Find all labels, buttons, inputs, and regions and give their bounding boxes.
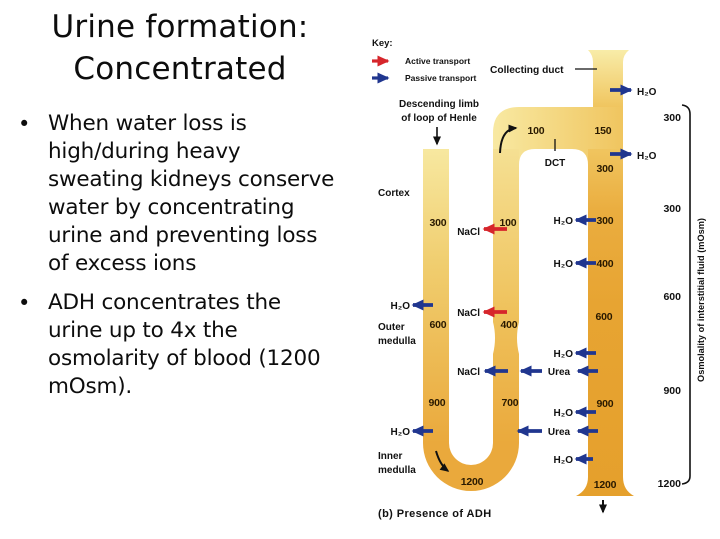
value-ascending-700: 700 (501, 397, 519, 409)
osmolality-axis-bracket (682, 105, 690, 484)
outer-medulla-label-2: medulla (378, 336, 416, 347)
axis-tick-1200: 1200 (657, 478, 681, 490)
bullet2-line: mOsm). (48, 374, 133, 399)
bullet-item-1 (14, 110, 360, 278)
value-duct-400: 400 (596, 258, 614, 270)
nephron-diagram (360, 0, 720, 539)
value-duct-1200: 1200 (593, 479, 617, 491)
descending-limb-label-1: Descending limb (398, 99, 480, 110)
bullet1-line: • When water loss is (48, 111, 247, 136)
bullet-item-2 (14, 289, 360, 401)
bullet-list (14, 110, 360, 401)
h2o-label: H₂O (390, 301, 410, 312)
passive-transport-label: Passive transport (405, 73, 477, 83)
h2o-label: H₂O (390, 427, 410, 438)
value-ascending-100: 100 (499, 217, 517, 229)
active-transport-label: Active transport (405, 56, 471, 66)
h2o-label: H₂O (553, 349, 573, 360)
osmolality-axis-label: Osmolality of interstitial fluid (mOsm) (696, 218, 706, 382)
key-title: Key: (372, 38, 393, 49)
urea-label: Urea (547, 427, 571, 438)
bullet2-line: osmolarity of blood (1200 (48, 346, 321, 371)
urea-label: Urea (547, 367, 571, 378)
value-ascending-400: 400 (500, 319, 518, 331)
bullet1-line: sweating kidneys conserve (48, 167, 335, 192)
bullet1-line: water by concentrating (48, 195, 295, 220)
value-loop-1200: 1200 (460, 476, 484, 488)
title-line-1: Urine formation: (51, 9, 309, 45)
value-duct-300b: 300 (596, 215, 614, 227)
bullet2-line: • ADH concentrates the (48, 290, 281, 315)
nephron-diagram-svg (360, 0, 720, 539)
collecting-duct-upper-tube (588, 50, 629, 107)
inner-medulla-label-2: medulla (378, 465, 416, 476)
h2o-label: H₂O (637, 151, 657, 162)
h2o-label: H₂O (553, 216, 573, 227)
page-title (10, 6, 350, 90)
collecting-duct-label: Collecting duct (490, 65, 564, 76)
axis-tick-300: 300 (663, 203, 681, 215)
axis-tick-600: 600 (663, 291, 681, 303)
value-duct-600: 600 (595, 311, 613, 323)
value-descending-300: 300 (429, 217, 447, 229)
cortex-label: Cortex (378, 188, 410, 199)
value-descending-600: 600 (429, 319, 447, 331)
h2o-label: H₂O (553, 455, 573, 466)
bullet2-line: urine up to 4x the (48, 318, 238, 343)
figure-caption: (b) Presence of ADH (378, 508, 492, 520)
bullet1-line: high/during heavy (48, 139, 241, 164)
nacl-label: NaCl (457, 367, 480, 378)
h2o-label: H₂O (637, 87, 657, 98)
value-duct-300a: 300 (596, 163, 614, 175)
axis-tick-300-top: 300 (663, 112, 681, 124)
value-duct-150: 150 (594, 125, 612, 137)
nacl-label: NaCl (457, 308, 480, 319)
outer-medulla-label-1: Outer (378, 322, 405, 333)
value-duct-900: 900 (596, 398, 614, 410)
value-descending-900: 900 (428, 397, 446, 409)
title-line-2: Concentrated (73, 51, 287, 87)
value-dct-inflow-100: 100 (527, 125, 545, 137)
bullet1-line: of excess ions (48, 251, 197, 276)
inner-medulla-label-1: Inner (378, 451, 403, 462)
descending-limb-label-2: of loop of Henle (401, 113, 477, 124)
h2o-label: H₂O (553, 408, 573, 419)
h2o-label: H₂O (553, 259, 573, 270)
bullet1-line: urine and preventing loss (48, 223, 318, 248)
axis-tick-900: 900 (663, 385, 681, 397)
nacl-label: NaCl (457, 227, 480, 238)
dct-label: DCT (544, 158, 566, 169)
